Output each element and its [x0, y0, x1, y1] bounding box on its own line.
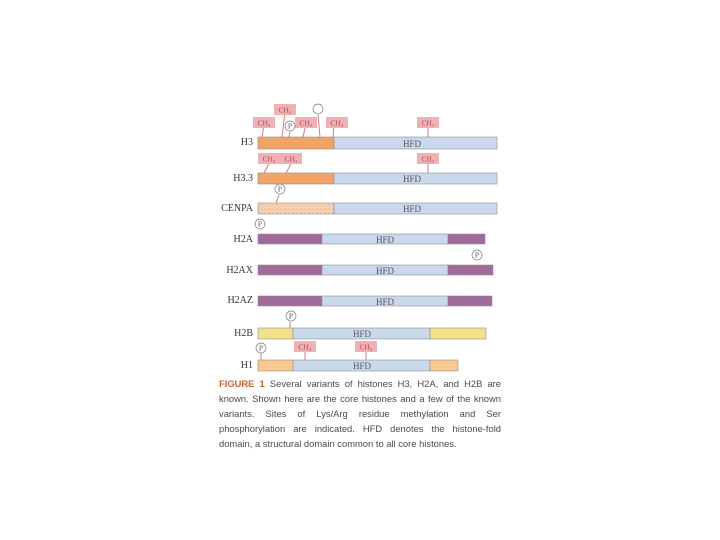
cenpa-hfd-label: HFD: [402, 204, 422, 214]
h3-bar: [258, 137, 497, 149]
h2ax-phospho-label: P: [474, 250, 480, 260]
h3-methyl-label-3: CH₃: [330, 118, 344, 128]
h1-methyl-label-1: CH₃: [298, 342, 312, 352]
row-label-h2az: H2AZ: [227, 295, 253, 306]
row-label-h2ax: H2AX: [226, 265, 253, 276]
h3-phospho-icon-2: [313, 104, 323, 114]
h3-3-bar: [258, 173, 497, 184]
row-label-cenpa: CENPA: [221, 203, 253, 214]
figure-caption: [219, 376, 501, 451]
h3-phospho-label-1: P: [287, 121, 293, 131]
row-label-h2b: H2B: [234, 328, 253, 339]
h3-3-methyl-label-1: CH₃: [262, 154, 276, 164]
row-label-h3: H3: [240, 137, 253, 148]
h3-hfd-label: HFD: [402, 139, 422, 149]
h2az-hfd-label: HFD: [375, 297, 395, 307]
h2ax-hfd-label: HFD: [375, 266, 395, 276]
figure-label: FIGURE 1: [219, 378, 265, 389]
h3-3-methyl-label-2: CH₃: [284, 154, 298, 164]
caption-text: Several variants of histones H3, H2A, and H2B are known. Shown here are the core histones and a few of the known variants. Sites of Lys/Arg residue methylation and Ser phosphorylation are indicated. HFD denotes the histone-fold domain, a structural domain common to all core histones.: [219, 378, 501, 449]
h2b-phospho-label: P: [288, 311, 294, 321]
h3-3-hfd-label: HFD: [402, 174, 422, 184]
h3-3-methyl-label-3: CH₃: [421, 154, 435, 164]
h1-methyl-label-2: CH₃: [359, 342, 373, 352]
row-label-h3-3: H3.3: [233, 173, 253, 184]
h2a-bar: [258, 234, 485, 244]
row-label-h2a: H2A: [233, 234, 253, 245]
h3-methyl-label-1: CH₃: [257, 118, 271, 128]
row-label-h1: H1: [240, 360, 253, 371]
h3-methyl-label-top: CH₃: [278, 105, 292, 115]
cenpa-phospho-label: P: [277, 184, 283, 194]
h2a-hfd-label: HFD: [375, 235, 395, 245]
h1-phospho-label: P: [258, 343, 264, 353]
h1-hfd-label: HFD: [352, 361, 372, 371]
h3-methyl-label-2: CH₃: [299, 118, 313, 128]
h2a-phospho-label: P: [257, 219, 263, 229]
cenpa-bar: [258, 203, 497, 214]
h3-methyl-label-4: CH₃: [421, 118, 435, 128]
h2b-hfd-label: HFD: [352, 329, 372, 339]
h2b-bar: [258, 328, 486, 339]
